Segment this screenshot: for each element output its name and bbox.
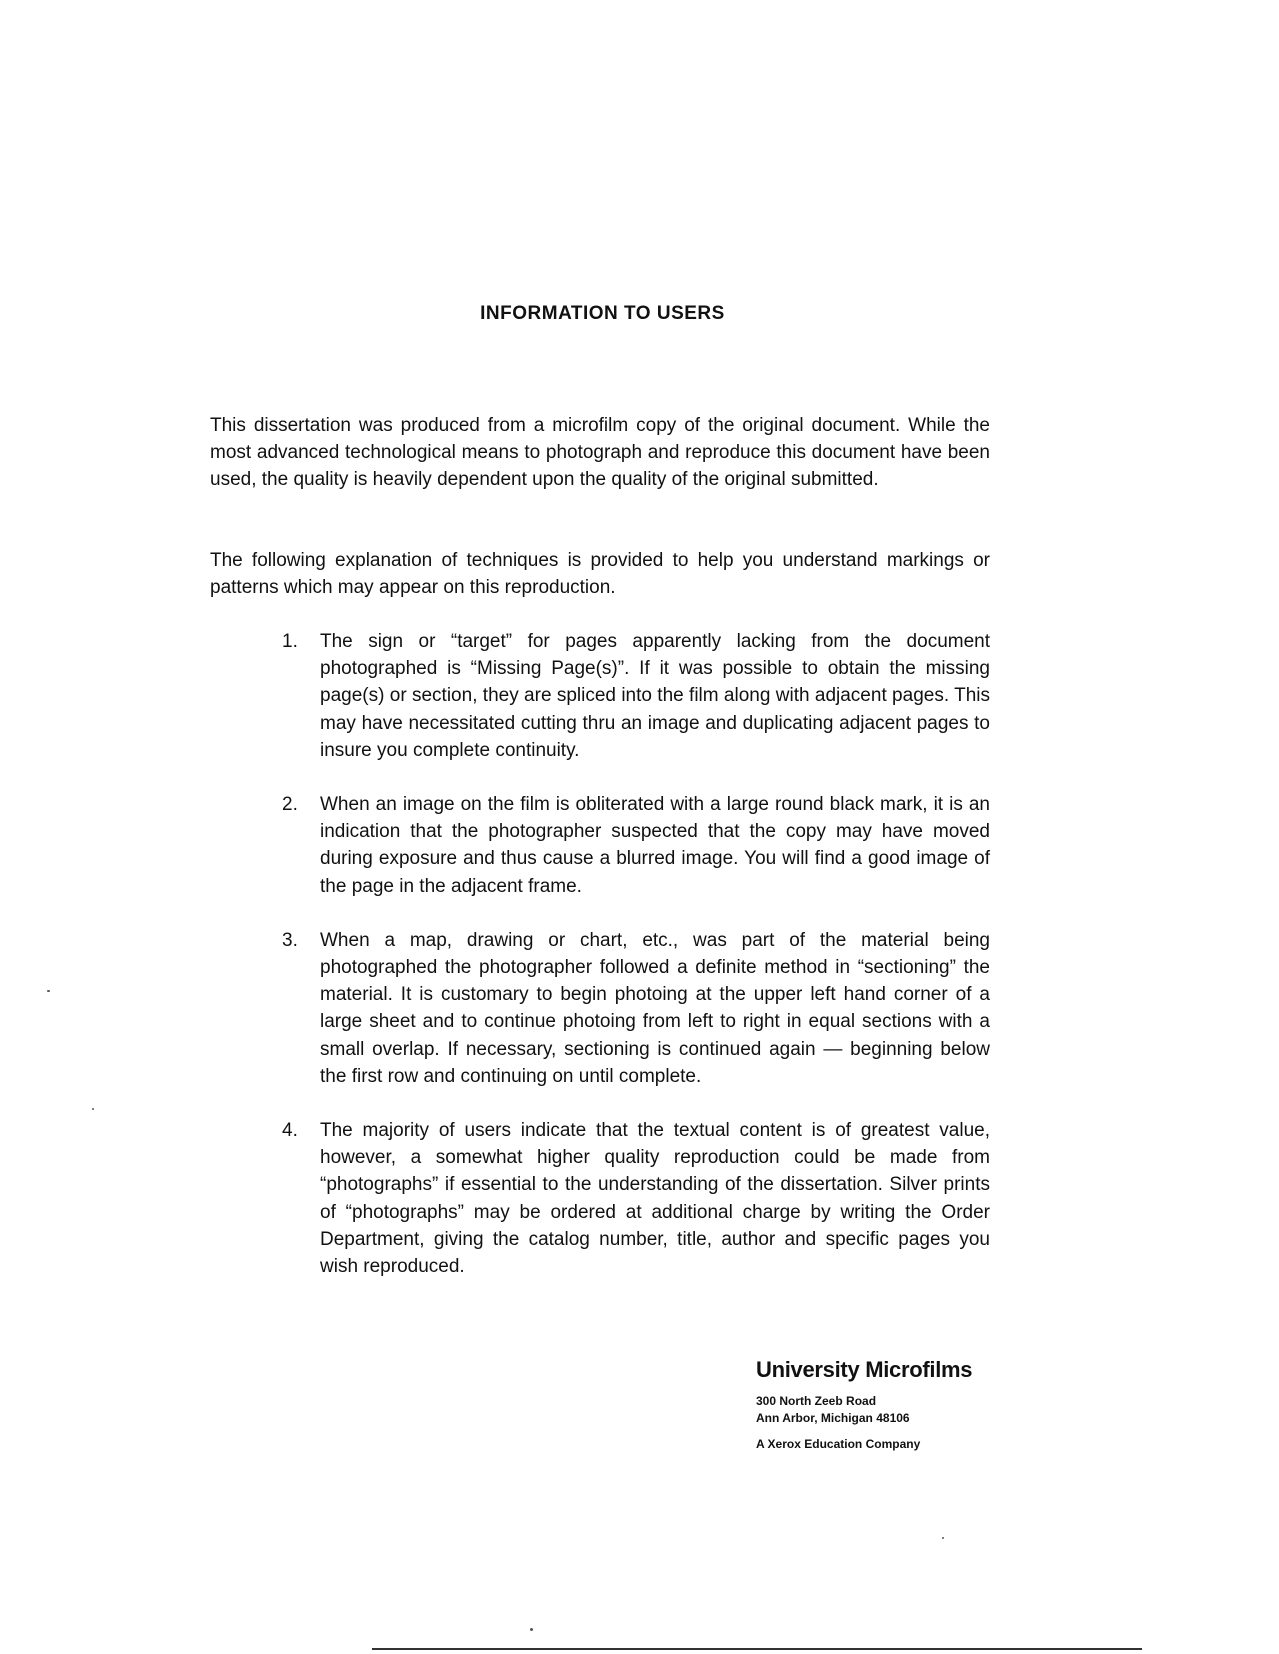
list-item-text: When an image on the film is obliterated with a large round black mark, it is an indication that the photographer suspected that the copy may have moved during exposure and thus cause a blurred image. You will find a good image of the page in the adjacent frame. bbox=[320, 794, 990, 897]
scan-speck bbox=[530, 1628, 533, 1631]
list-item-number: 2. bbox=[282, 794, 298, 816]
publisher-company: A Xerox Education Company bbox=[756, 1437, 921, 1451]
list-item bbox=[282, 1117, 990, 1280]
list-item-text: When a map, drawing or chart, etc., was part of the material being photographed the photographer followed a definite method in “sectioning” the material. It is customary to begin photoing at the upper left hand corner of a large sheet and to continue photoing from left to right in equal sections with a small overlap. If necessary, sectioning is continued again — beginning below the first row and continuing on until complete. bbox=[320, 929, 990, 1087]
publisher-address-line-1: 300 North Zeeb Road bbox=[756, 1394, 877, 1408]
publisher-address-line-2: Ann Arbor, Michigan 48106 bbox=[756, 1411, 910, 1425]
list-item-number: 1. bbox=[282, 631, 298, 652]
publisher-block bbox=[756, 1357, 996, 1453]
numbered-list bbox=[282, 628, 990, 1307]
list-item-number: 3. bbox=[282, 929, 298, 951]
intro-paragraph: This dissertation was produced from a microfilm copy of the original document. While the most advanced technological means to photograph and reproduce this document have been used, the quality is heavily dependent upon the quality of the original submitted. bbox=[210, 415, 990, 490]
list-item-text: The sign or “target” for pages apparently lacking from the document photographed is “Missing Page(s)”. If it was possible to obtain the missing page(s) or section, they are spliced into the film along with adjacent pages. This may have necessitated cutting thru an image and duplicating adjacent pages to insure you complete continuity. bbox=[320, 631, 990, 761]
list-item-number: 4. bbox=[282, 1120, 298, 1142]
scan-speck bbox=[92, 1108, 94, 1110]
list-item bbox=[282, 927, 990, 1090]
list-item bbox=[282, 791, 990, 900]
scan-speck bbox=[942, 1537, 944, 1539]
scan-speck bbox=[47, 990, 50, 992]
page-title: INFORMATION TO USERS bbox=[480, 303, 725, 324]
publisher-name: University Microfilms bbox=[756, 1357, 973, 1382]
list-item bbox=[282, 628, 990, 764]
list-item-text: The majority of users indicate that the textual content is of greatest value, however, a somewhat higher quality reproduction could be made from “photographs” if essential to the understanding of the dissertation. Silver prints of “photographs” may be ordered at additional charge by writing the Order Department, giving the catalog number, title, author and specific pages you wish reproduced. bbox=[320, 1120, 990, 1278]
intro-paragraph: The following explanation of techniques is provided to help you understand markings or patterns which may appear on this reproduction. bbox=[210, 550, 990, 598]
bottom-rule bbox=[372, 1648, 1142, 1650]
